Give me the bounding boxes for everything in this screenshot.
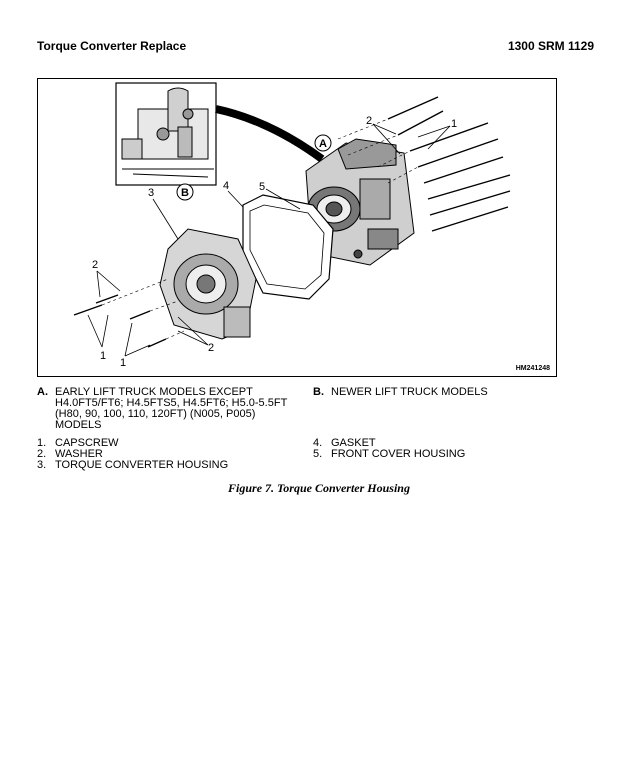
- callout-1-top: 1: [451, 118, 458, 130]
- header-doc-ref: 1300 SRM 1129: [507, 39, 594, 53]
- legend-a-text: EARLY LIFT TRUCK MODELS EXCEPT H4.0FT5/FT6; H4.5FTS5, H4.5FT6; H5.0-5.5FT (H80, 90, 100, 110, 120FT) (N005, P005) MODELS: [55, 386, 288, 431]
- exploded-view-illustration: [38, 79, 558, 378]
- legend-item-text: FRONT COVER HOUSING: [331, 448, 466, 460]
- legend-item-text: TORQUE CONVERTER HOUSING: [55, 459, 229, 471]
- callout-4: 4: [223, 180, 230, 192]
- callout-b: B: [181, 187, 189, 199]
- header-title: Torque Converter Replace: [37, 39, 187, 53]
- callout-3: 3: [148, 187, 155, 199]
- legend-item-num: 3.: [37, 459, 47, 471]
- legend-b-key: B.: [313, 386, 324, 398]
- callout-a: A: [319, 138, 327, 150]
- legend-item-text: WASHER: [55, 448, 103, 460]
- figure-frame: [37, 78, 557, 377]
- legend-item-num: 5.: [313, 448, 323, 460]
- callout-2-bottom: 2: [208, 342, 215, 354]
- figure-caption: Figure 7. Torque Converter Housing: [228, 481, 410, 495]
- callout-5: 5: [259, 181, 266, 193]
- callout-1-bottom: 1: [120, 357, 127, 369]
- callout-1-left: 1: [100, 350, 107, 362]
- legend-item-text: CAPSCREW: [55, 437, 119, 449]
- callout-2-top: 2: [366, 115, 373, 127]
- legend-item-text: GASKET: [331, 437, 376, 449]
- legend-b-text: NEWER LIFT TRUCK MODELS: [331, 386, 488, 398]
- legend-a-key: A.: [37, 386, 48, 398]
- image-id-label: HM241248: [515, 365, 550, 372]
- legend-item-num: 1.: [37, 437, 47, 449]
- legend-item-num: 4.: [313, 437, 323, 449]
- legend-item-num: 2.: [37, 448, 47, 460]
- callout-2-left: 2: [92, 259, 99, 271]
